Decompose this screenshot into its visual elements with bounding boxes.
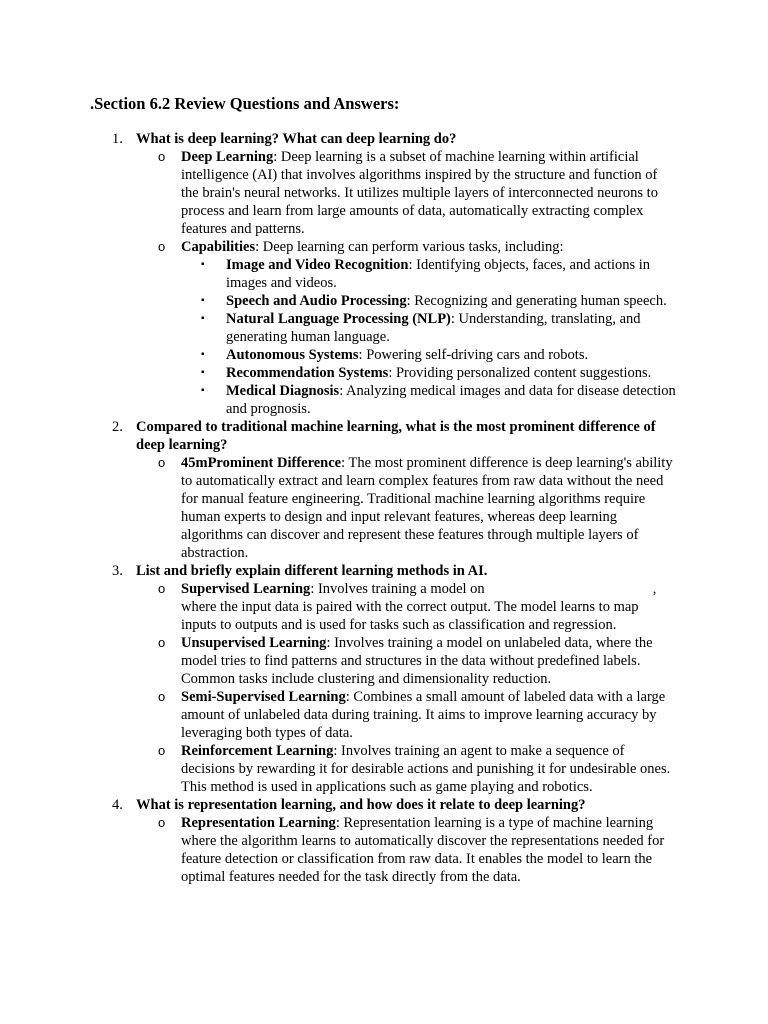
answer-item (0, 238, 676, 256)
capability-term: Recommendation Systems (226, 365, 389, 381)
question-list (0, 130, 768, 886)
square-bullet-icon: ▪ (201, 385, 205, 396)
capability-text: : Analyzing medical images and data for disease detection and prognosis. (226, 383, 676, 417)
capability-item (0, 292, 676, 310)
square-bullet-icon: ▪ (201, 349, 205, 360)
capability-term: Medical Diagnosis (226, 383, 340, 399)
circle-bullet-icon: o (158, 581, 166, 596)
capability-term: Autonomous Systems (226, 347, 359, 363)
capability-text: : Powering self-driving cars and robots. (358, 347, 589, 363)
capability-text: : Recognizing and generating human speech. (406, 293, 667, 309)
answer-text: : The most prominent difference is deep learning's ability to automatically extract and learn complex features from raw data without the need for manual feature engineering. Traditional machine learning algorithms require human experts to design and input relevant features, whereas deep learning algorithms can discover and represent these features through multiple layers of abstraction. (181, 455, 673, 561)
circle-bullet-icon: o (158, 689, 166, 704)
question-2 (0, 418, 676, 454)
answer-item (0, 454, 676, 562)
answer-text-start: : Involves training a model on (310, 581, 485, 597)
answer-item (0, 688, 676, 742)
answer-text-end: , where the input data is paired with the correct output. The model learns to map inputs to outputs and is used for tasks such as classification and regression. (181, 581, 657, 633)
answer-term: Supervised Learning (181, 581, 311, 597)
answer-item (0, 742, 676, 796)
circle-bullet-icon: o (158, 239, 166, 254)
capability-item (0, 256, 676, 292)
question-number: 2. (112, 419, 123, 435)
answer-text: : Deep learning can perform various tasks, including: (255, 239, 564, 255)
capability-item (0, 364, 676, 382)
question-text: Compared to traditional machine learning, what is the most prominent difference of deep learning? (136, 419, 656, 453)
answer-item (0, 634, 676, 688)
question-text: What is deep learning? What can deep learning do? (136, 131, 457, 147)
question-number: 3. (112, 563, 123, 579)
answer-item (0, 580, 676, 634)
answer-term: Semi-Supervised Learning (181, 689, 346, 705)
question-text: What is representation learning, and how does it relate to deep learning? (136, 797, 586, 813)
circle-bullet-icon: o (158, 743, 166, 758)
answer-item (0, 148, 676, 238)
answer-term: Capabilities (181, 239, 256, 255)
answer-term: Deep Learning (181, 149, 274, 165)
square-bullet-icon: ▪ (201, 295, 205, 306)
question-text: List and briefly explain different learning methods in AI. (136, 563, 488, 579)
question-4 (0, 796, 676, 814)
circle-bullet-icon: o (158, 815, 166, 830)
question-3 (0, 562, 676, 580)
circle-bullet-icon: o (158, 455, 166, 470)
question-1 (0, 130, 676, 148)
question-number: 4. (112, 797, 123, 813)
circle-bullet-icon: o (158, 635, 166, 650)
answer-item (0, 814, 676, 886)
answer-term: 45mProminent Difference (181, 455, 342, 471)
answer-text: : Involves training an agent to make a sequence of decisions by rewarding it for desirable actions and punishing it for undesirable ones. This method is used in applications such as game playing and robotics. (181, 743, 671, 795)
answer-text: : Involves training a model on unlabeled data, where the model tries to find patterns and structures in the data without predefined labels. Common tasks include clustering and dimensionality reduction. (181, 635, 653, 687)
capability-term: Speech and Audio Processing (226, 293, 407, 309)
answer-text: : Combines a small amount of labeled data with a large amount of unlabeled data during training. It aims to improve learning accuracy by leveraging both types of data. (181, 689, 666, 741)
answer-term: Unsupervised Learning (181, 635, 327, 651)
circle-bullet-icon: o (158, 149, 166, 164)
capability-text: : Providing personalized content suggestions. (388, 365, 652, 381)
capability-item (0, 346, 676, 364)
square-bullet-icon: ▪ (201, 259, 205, 270)
question-number: 1. (112, 131, 123, 147)
answer-term: Representation Learning (181, 815, 336, 831)
capability-item (0, 382, 676, 418)
capability-term: Natural Language Processing (NLP) (226, 311, 451, 327)
answer-text: : Deep learning is a subset of machine learning within artificial intelligence (AI) that involves algorithms inspired by the structure and function of the brain's neural networks. It utilizes multiple layers of interconnected neurons to process and learn from large amounts of data, automatically extracting complex features and patterns. (181, 149, 658, 237)
capability-item (0, 310, 676, 346)
capability-text: : Understanding, translating, and generating human language. (226, 311, 641, 345)
square-bullet-icon: ▪ (201, 313, 205, 324)
section-heading: .Section 6.2 Review Questions and Answers: (90, 94, 400, 113)
answer-term: Reinforcement Learning (181, 743, 334, 759)
answer-text: : Representation learning is a type of machine learning where the algorithm learns to automatically discover the representations needed for feature detection or classification from raw data. It enables the model to learn the optimal features needed for the task directly from the data. (181, 815, 665, 885)
capability-text: : Identifying objects, faces, and actions in images and videos. (226, 257, 651, 291)
square-bullet-icon: ▪ (201, 367, 205, 378)
capability-term: Image and Video Recognition (226, 257, 409, 273)
